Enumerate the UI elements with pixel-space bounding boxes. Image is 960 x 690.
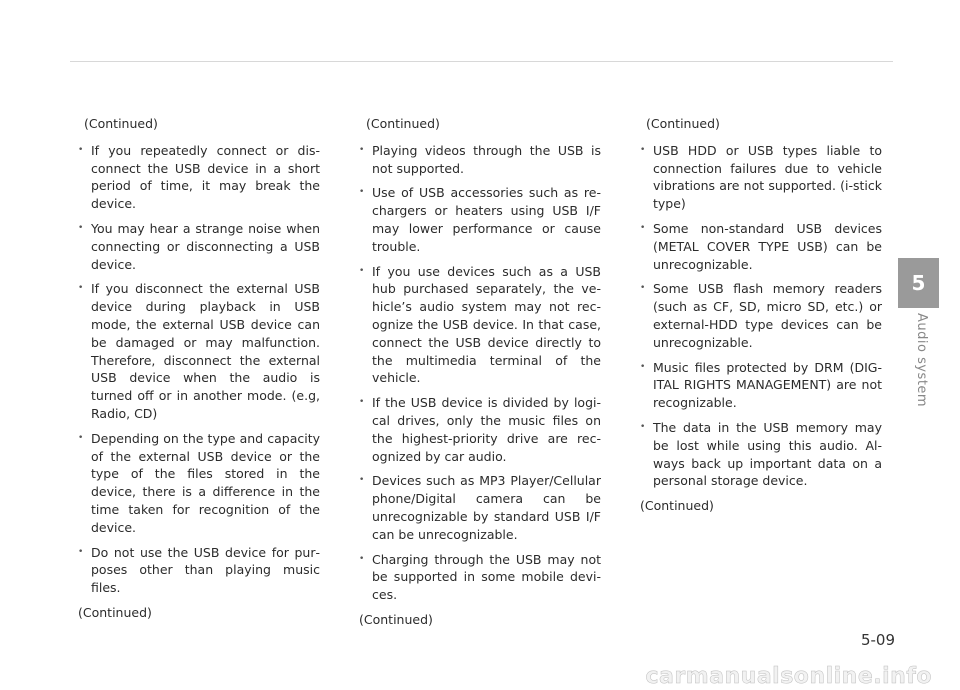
bullet-item: • If you repeatedly connect or disconnect the USB device in a short period of time, it may break the device. [78,142,320,213]
bullet-list [359,142,601,604]
chapter-number: 5 [911,271,926,295]
bullet-item: • Devices such as MP3 Player/Cellular phone/Digital camera can be unrecognizable by standard USB I/F can be unrecognizable. [359,472,601,543]
bullet-item: • USB HDD or USB types liable to connection failures due to vehicle vibrations are not supported. (i-stick type) [640,142,882,213]
bullet-item: • If you use devices such as a USB hub purchased separately, the vehicle’s audio system may not recognize the USB device. In that case, connect the USB device directly to the multimedia terminal of the vehicle. [359,263,601,388]
continued-label-bottom: (Continued) [78,604,152,620]
bullet-item: • If the USB device is divided by logical drives, only the music files on the highest-priority drive are recognized by car audio. [359,394,601,465]
bullet-item: • If you disconnect the external USB device during playback in USB mode, the external USB device can be damaged or may malfunction. Therefore, disconnect the external USB device when the audio is turned off or in another mode. (e.g, Radio, CD) [78,280,320,422]
text-column-3 [640,115,882,524]
bullet-item: • Use of USB accessories such as rechargers or heaters using USB I/F may lower performance or cause trouble. [359,184,601,255]
continued-label-top: (Continued) [646,116,720,131]
bullet-item: • Playing videos through the USB is not supported. [359,142,601,178]
chapter-label: Audio system [914,313,929,408]
bullet-item: • Music files protected by DRM (DIGITAL RIGHTS MANAGEMENT) are not recognizable. [640,359,882,412]
bullet-item: • Depending on the type and capacity of the external USB device or the type of the files stored in the device, there is a difference in the time taken for recognition of the device. [78,430,320,537]
bullet-item: • Charging through the USB may not be supported in some mobile devices. [359,551,601,604]
bullet-list [640,142,882,490]
top-divider [70,61,893,62]
bullet-item: • The data in the USB memory may be lost while using this audio. Always back up important data on a personal storage device. [640,419,882,490]
bullet-item: • Do not use the USB device for purposes other than playing music files. [78,544,320,597]
continued-label-top: (Continued) [84,116,158,131]
text-column-1 [78,115,320,631]
chapter-tab [898,258,939,308]
continued-label-top: (Continued) [366,116,440,131]
bullet-list [78,142,320,597]
text-column-2 [359,115,601,638]
bullet-item: • Some non-standard USB devices (METAL COVER TYPE USB) can be unrecognizable. [640,220,882,273]
watermark-text: carmanualsonline.info [645,664,932,689]
page-number: 5-09 [860,631,895,649]
bullet-item: • Some USB flash memory readers (such as CF, SD, micro SD, etc.) or external-HDD type devices can be unrecognizable. [640,280,882,351]
continued-label-bottom: (Continued) [359,611,433,627]
continued-label-bottom: (Continued) [640,498,714,514]
bullet-item: • You may hear a strange noise when connecting or disconnecting a USB device. [78,220,320,273]
